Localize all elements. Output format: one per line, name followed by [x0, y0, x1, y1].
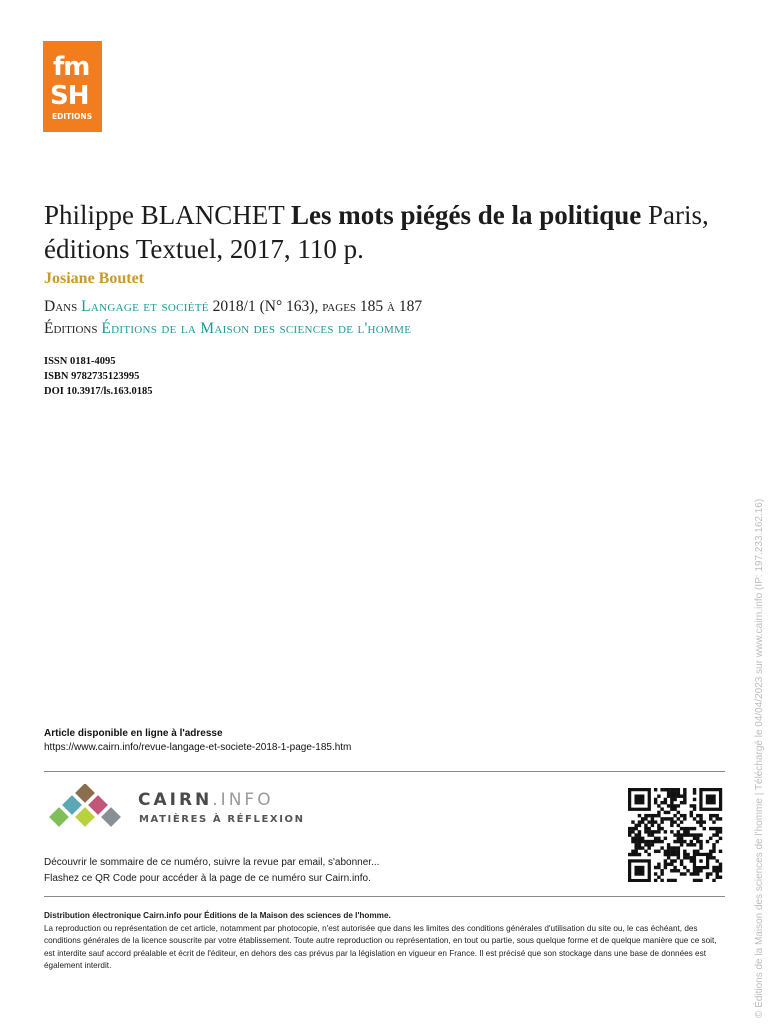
book-title: Les mots piégés de la politique — [291, 200, 642, 230]
qr-code[interactable] — [626, 788, 724, 882]
discover-line-2: Flashez ce QR Code pour accéder à la page de ce numéro sur Cairn.info. — [44, 873, 371, 884]
page-range: , pages 185 à 187 — [314, 298, 423, 315]
distribution-heading: Distribution électronique Cairn.info pour Éditions de la Maison des sciences de l'homme. — [44, 911, 391, 920]
discover-text — [44, 855, 379, 887]
cairn-tagline: MATIÈRES À RÉFLEXION — [139, 814, 305, 825]
cairn-diamond — [88, 795, 108, 815]
logo-editions-text: EDITIONS — [52, 112, 93, 121]
cairn-diamond — [49, 807, 69, 827]
article-url-link[interactable]: https://www.cairn.info/revue-langage-et-societe-2018-1-page-185.htm — [44, 742, 352, 753]
cairn-diamond — [75, 784, 95, 803]
distribution-body: La reproduction ou représentation de cet article, notamment par photocopie, n'est autorisée que dans les limites des conditions générales d'utilisation du site ou, le cas échéant, des conditions générales de la licence souscrite par votre établissement. Toute autre reproduction ou représentation, en tout ou partie, sous quelque forme et de quelque manière que ce soit, est interdite sauf accord préalable et écrit de l'éditeur, en dehors des cas prévus par la législation en vigueur en France. Il est précisé que son stockage dans une base de données est également interdit. — [44, 923, 717, 970]
source-journal-line — [44, 298, 422, 316]
issue-number: 2018/1 (N° 163) — [212, 298, 315, 315]
journal-link[interactable]: Langage et société — [81, 298, 209, 315]
doi: DOI 10.3917/ls.163.0185 — [44, 386, 153, 397]
availability-label: Article disponible en ligne à l'adresse — [44, 728, 223, 739]
cairn-diamonds-icon — [44, 784, 126, 840]
discover-line-1: Découvrir le sommaire de ce numéro, suivre la revue par email, s'abonner... — [44, 857, 380, 868]
divider-top — [44, 771, 725, 772]
book-publication: Paris, éditions Textuel, 2017, 110 p. — [44, 200, 709, 264]
cairn-diamond — [75, 807, 95, 827]
distribution-notice — [44, 910, 728, 973]
divider-bottom — [44, 896, 725, 897]
download-watermark: © Éditions de la Maison des sciences de l'homme | Téléchargé le 04/04/2023 sur www.cairn.info (IP: 197.233.162.16) — [754, 498, 765, 1018]
cairn-diamond — [101, 807, 121, 827]
reviewer-name[interactable]: Josiane Boutet — [44, 270, 144, 287]
identifiers — [44, 354, 153, 399]
logo-fm-text: fm — [53, 52, 90, 82]
cairn-suffix: .INFO — [212, 790, 274, 810]
cairn-wordmark — [138, 790, 274, 810]
cairn-name: CAIRN — [138, 790, 213, 810]
book-author: Philippe BLANCHET — [44, 200, 285, 230]
source-publisher-line — [44, 320, 411, 338]
isbn: ISBN 9782735123995 — [44, 371, 140, 382]
dans-label: Dans — [44, 298, 78, 315]
editions-label: Éditions — [44, 320, 98, 337]
fmsh-editions-logo — [43, 41, 102, 132]
issn: ISSN 0181-4095 — [44, 356, 116, 367]
publisher-link[interactable]: Éditions de la Maison des sciences de l'homme — [101, 320, 412, 337]
document-title — [44, 198, 734, 266]
cairn-diamond — [62, 795, 82, 815]
logo-sh-text: SH — [50, 81, 89, 111]
